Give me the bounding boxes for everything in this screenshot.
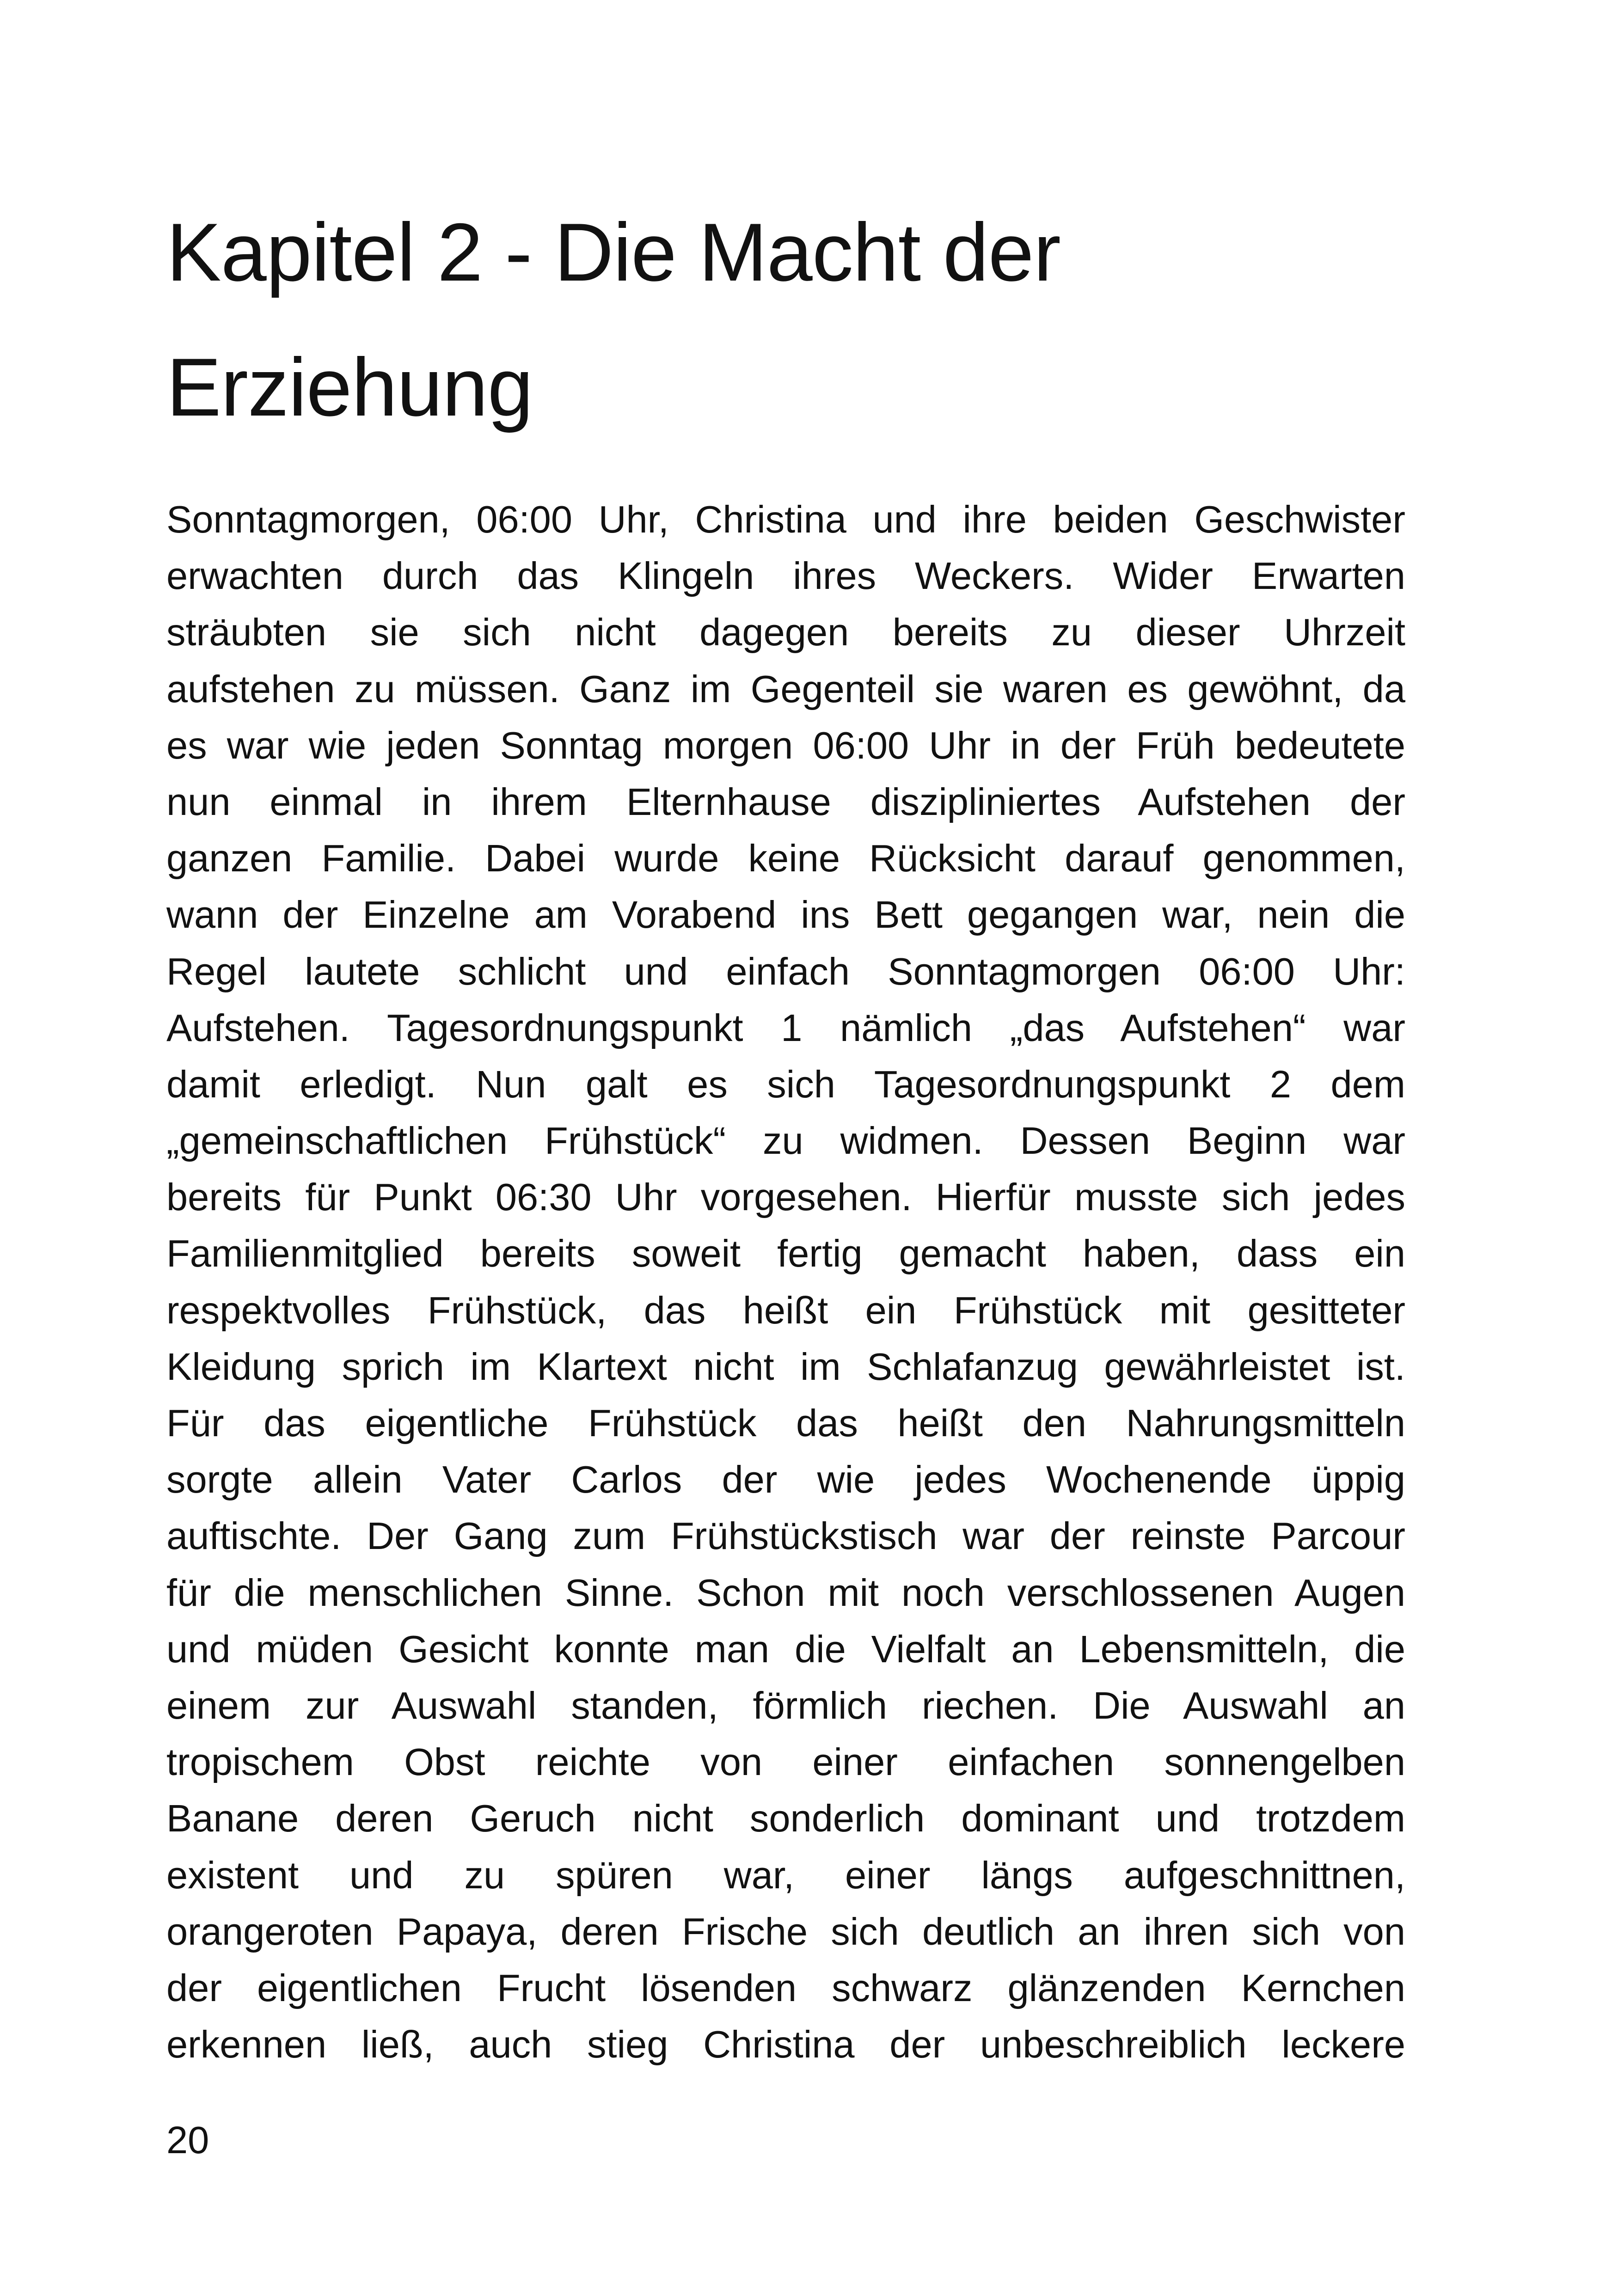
text-line: Aufstehen. Tagesordnungspunkt 1 nämlich „das Aufstehen“ war	[166, 1006, 1405, 1049]
text-line: der eigentlichen Frucht lösenden schwarz glänzenden Kernchen	[166, 1966, 1405, 2009]
chapter-title-line-1: Kapitel 2 - Die Macht der	[166, 206, 1060, 298]
text-line: „gemeinschaftlichen Frühstück“ zu widmen. Dessen Beginn war	[166, 1119, 1405, 1163]
text-line: Für das eigentliche Frühstück das heißt den Nahrungsmitteln	[166, 1402, 1405, 1445]
text-line: Kleidung sprich im Klartext nicht im Schlafanzug gewährleistet ist.	[166, 1345, 1405, 1388]
text-line: für die menschlichen Sinne. Schon mit noch verschlossenen Augen	[166, 1571, 1405, 1614]
text-line: ganzen Familie. Dabei wurde keine Rücksicht darauf genommen,	[166, 837, 1405, 880]
text-line: Regel lautete schlicht und einfach Sonntagmorgen 06:00 Uhr:	[166, 949, 1405, 993]
text-line: sorgte allein Vater Carlos der wie jedes Wochenende üppig	[166, 1458, 1405, 1501]
text-line: Banane deren Geruch nicht sonderlich dominant und trotzdem	[166, 1797, 1405, 1840]
chapter-title-line-2: Erziehung	[166, 341, 533, 433]
text-line: erwachten durch das Klingeln ihres Weckers. Wider Erwarten	[166, 554, 1405, 598]
text-line: bereits für Punkt 06:30 Uhr vorgesehen. Hierfür musste sich jedes	[166, 1176, 1405, 1219]
text-line: orangeroten Papaya, deren Frische sich deutlich an ihren sich von	[166, 1910, 1405, 1953]
text-line: erkennen ließ, auch stieg Christina der unbeschreiblich leckere	[166, 2023, 1405, 2066]
text-line: aufstehen zu müssen. Ganz im Gegenteil sie waren es gewöhnt, da	[166, 667, 1405, 710]
text-line: es war wie jeden Sonntag morgen 06:00 Uhr in der Früh bedeutete	[166, 723, 1405, 767]
text-line: tropischem Obst reichte von einer einfachen sonnengelben	[166, 1740, 1405, 1784]
text-line: sträubten sie sich nicht dagegen bereits zu dieser Uhrzeit	[166, 611, 1405, 654]
text-line: nun einmal in ihrem Elternhause diszipliniertes Aufstehen der	[166, 780, 1405, 823]
text-line: damit erledigt. Nun galt es sich Tagesordnungspunkt 2 dem	[166, 1062, 1405, 1106]
text-line: und müden Gesicht konnte man die Vielfalt an Lebensmitteln, die	[166, 1627, 1405, 1671]
text-line: Familienmitglied bereits soweit fertig gemacht haben, dass ein	[166, 1232, 1405, 1275]
text-line: Sonntagmorgen, 06:00 Uhr, Christina und ihre beiden Geschwister	[166, 498, 1405, 541]
body-text	[166, 491, 1405, 2073]
chapter-title	[166, 185, 1415, 455]
text-line: existent und zu spüren war, einer längs aufgeschnittnen,	[166, 1853, 1405, 1897]
text-line: respektvolles Frühstück, das heißt ein Frühstück mit gesitteter	[166, 1288, 1405, 1332]
page-number: 20	[166, 2118, 209, 2161]
text-line: auftischte. Der Gang zum Frühstückstisch war der reinste Parcour	[166, 1514, 1405, 1558]
text-line: wann der Einzelne am Vorabend ins Bett gegangen war, nein die	[166, 893, 1405, 937]
text-line: einem zur Auswahl standen, förmlich riechen. Die Auswahl an	[166, 1684, 1405, 1727]
